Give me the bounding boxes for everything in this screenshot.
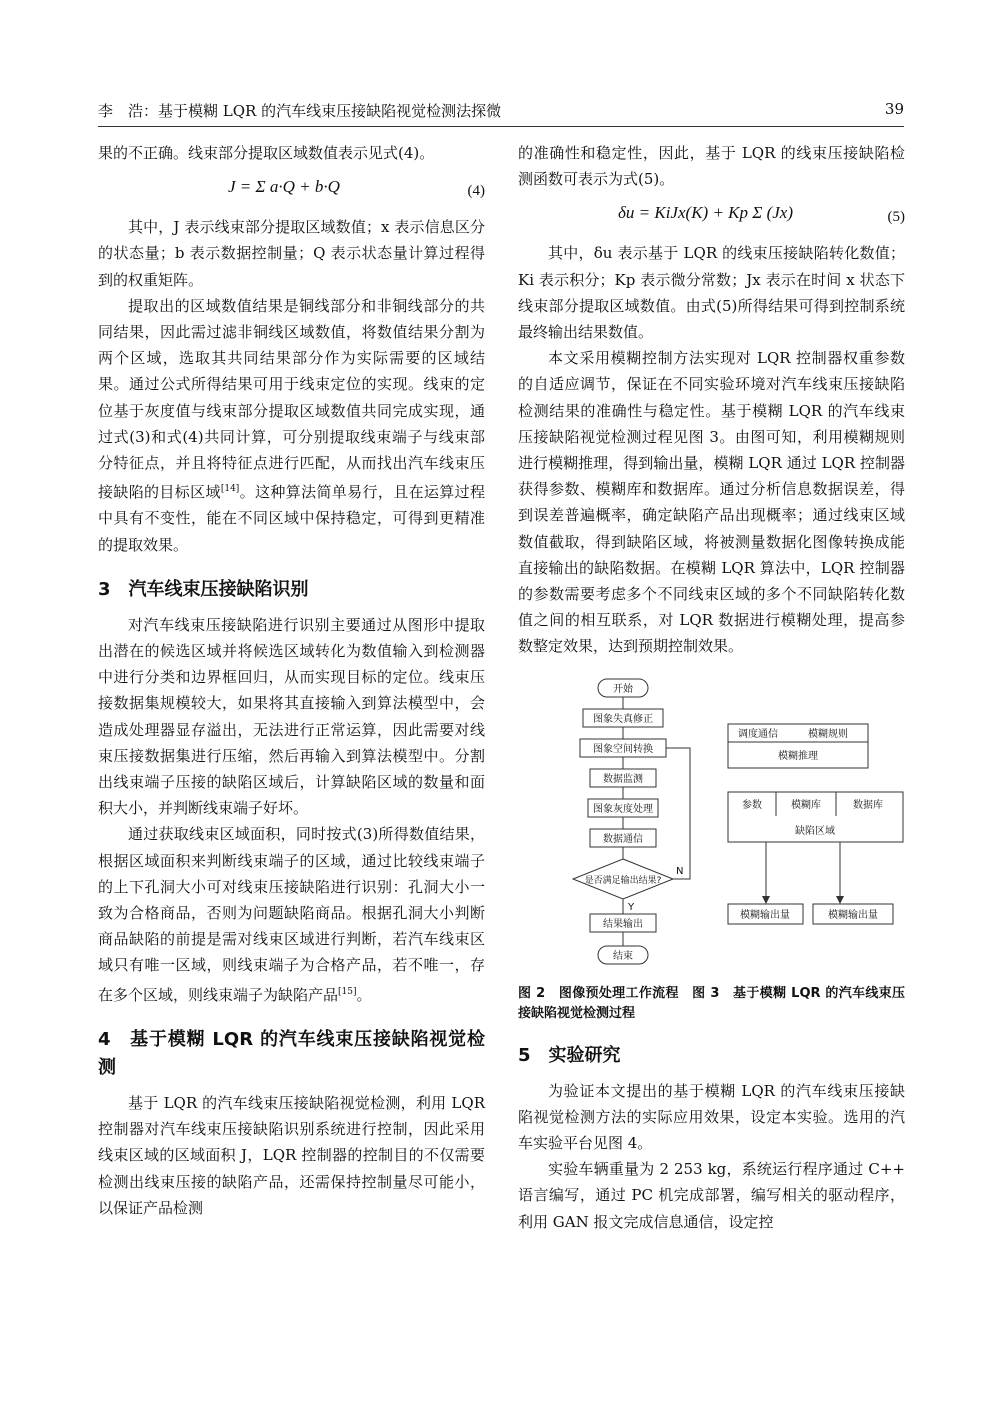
section-heading-4: 4 基于模糊 LQR 的汽车线束压接缺陷视觉检测 [98, 1028, 485, 1078]
paragraph-text: 提取出的区域数值结果是铜线部分和非铜线部分的共同结果，因此需过滤非铜线区域数值，将数值结果分割为两个区域，选取其共同结果部分作为实际需要的区域结果。通过公式所得结果可用于线束定位的实现。线束的定位基于灰度值与线束部分提取区域数值共同完成实现，通过式(3)和式(4)共同计算，可分别提取线束端子与线束部分特征点，并且将特征点进行匹配，从而找出汽车线束压接缺陷的目标区域 [98, 296, 485, 502]
paragraph: 本文采用模糊控制方法实现对 LQR 控制器权重参数的自适应调节，保证在不同实验环境对汽车线束压接缺陷检测结果的准确性与稳定性。基于模糊 LQR 的汽车线束压接缺陷视觉检测过程见图 3。由图可知，利用模糊规则进行模糊推理，得到输出量，模糊 LQR 通过 LQR 控制器获得参数、模糊库和数据库。通过分析信息数据误差，得到误差普遍概率，确定缺陷产品出现概率；通过线束区域数值截取，得到缺陷区域，将被测量数据化图像转换成能直接输出的缺陷数据。在模糊 LQR 算法中，LQR 控制器的参数需要考虑多个不同线束区域的多个不同缺陷转化数值之间的相互联系，对 LQR 数据进行模糊处理，提高参数整定效果，达到预期控制效果。 [518, 349, 905, 656]
page-number: 39 [884, 100, 904, 118]
paragraph-text: 。这种算法简单易行，且在运算过程中具有不变性，能在不同区域中保持稳定，可得到更精准的提取效果。 [98, 483, 485, 554]
fig2-end-label: 结束 [613, 950, 633, 962]
flowchart-figure [518, 674, 905, 984]
equation-5 [518, 192, 905, 240]
equation-body: δu = KiJx(K) + Kp Σ (Jx) [618, 203, 794, 223]
fig2-no-label: N [676, 865, 684, 877]
running-header [98, 100, 904, 122]
fig3-label: 模糊库 [791, 799, 821, 811]
header-rule [98, 126, 904, 127]
fig2-step-label: 结果输出 [603, 918, 643, 930]
fig3-label: 调度通信 [738, 728, 778, 740]
fig3-label: 模糊推理 [778, 750, 818, 762]
paragraph: 果的不正确。线束部分提取区域数值表示见式(4)。 [98, 144, 435, 162]
paragraph-text: 通过获取线束区域面积，同时按式(3)所得数值结果，根据区域面积来判断线束端子的区域，通过比较线束端子的上下孔洞大小可对线束压接缺陷进行识别：孔洞大小一致为合格商品，否则为问题缺陷商品。根据孔洞大小判断商品缺陷的前提是需对线束区域进行判断，若汽车线束区域只有唯一区域，则线束端子为合格产品，若不唯一，存在多个区域，则线束端子为缺陷产品 [98, 825, 485, 1004]
left-column [98, 140, 485, 1221]
fig2-step-label: 图象灰度处理 [593, 803, 653, 815]
fig2-step-label: 图象空间转换 [593, 743, 653, 755]
paragraph: 实验车辆重量为 2 253 kg，系统运行程序通过 C++ 语言编写，通过 PC 机完成部署，编写相关的驱动程序，利用 GAN 报文完成信息通信，设定控 [518, 1160, 905, 1231]
right-column [518, 140, 905, 1235]
fig2-step-label: 数据通信 [603, 833, 643, 845]
equation-number: (5) [887, 209, 905, 226]
fig3-label: 模糊输出量 [828, 909, 878, 921]
fig3-label: 数据库 [853, 799, 883, 811]
running-title: 李 浩：基于模糊 LQR 的汽车线束压接缺陷视觉检测法探微 [98, 102, 502, 120]
section-heading-5: 5 实验研究 [518, 1044, 621, 1066]
fig3-label: 模糊规则 [808, 728, 848, 740]
paragraph: 对汽车线束压接缺陷进行识别主要通过从图形中提取出潜在的候选区域并将候选区域转化为数值输入到检测器中进行分类和边界框回归，从而实现目标的定位。线束压接数据集规模较大，如果将其直接输入到算法模型中，会造成处理器显存溢出，无法进行正常运算，因此需要对线束压接数据集进行压缩，然后再输入到算法模型中。分割出线束端子压接的缺陷区域后，计算缺陷区域的数量和面积大小，并判断线束端子好坏。 [98, 615, 485, 818]
fig2-decision-label: 是否满足输出结果? [584, 875, 662, 886]
citation: [14] [220, 484, 240, 495]
equation-body: J = Σ a·Q + b·Q [228, 177, 340, 197]
equation-number: (4) [467, 183, 485, 200]
citation: [15] [338, 986, 357, 997]
paragraph: 的准确性和稳定性，因此，基于 LQR 的线束压接缺陷检测函数可表示为式(5)。 [518, 144, 905, 189]
fig2-step-label: 图象失真修正 [593, 713, 653, 725]
paragraph: 其中，δu 表示基于 LQR 的线束压接缺陷转化数值；Ki 表示积分；Kp 表示微分常数；Jx 表示在时间 x 状态下线束部分提取区域数值。由式(5)所得结果可得到控制系统最终输出结果数值。 [518, 244, 905, 342]
figure-caption: 图 2 图像预处理工作流程 图 3 基于模糊 LQR 的汽车线束压接缺陷视觉检测过程 [518, 985, 905, 1021]
section-heading-3: 3 汽车线束压接缺陷识别 [98, 578, 309, 600]
fig2-step-label: 数据监测 [603, 773, 643, 785]
paragraph [98, 821, 485, 1007]
equation-4 [98, 166, 485, 214]
fig3-label: 参数 [742, 799, 762, 811]
fig3-label: 缺陷区域 [795, 825, 835, 837]
paragraph [98, 293, 485, 558]
fig3-label: 模糊输出量 [740, 909, 790, 921]
paragraph-text: 。 [356, 985, 372, 1004]
paragraph: 基于 LQR 的汽车线束压接缺陷视觉检测，利用 LQR 控制器对汽车线束压接缺陷识别系统进行控制，因此采用线束区域的区域面积 J，LQR 控制器的控制目的不仅需要检测出线束压接的缺陷产品，还需保持控制量尽可能小，以保证产品检测 [98, 1093, 485, 1217]
fig2-yes-label: Y [628, 901, 635, 913]
figures-2-3 [518, 674, 905, 984]
fig2-start-label: 开始 [613, 683, 633, 695]
paragraph: 其中，J 表示线束部分提取区域数值；x 表示信息区分的状态量；b 表示数据控制量；Q 表示状态量计算过程得到的权重矩阵。 [98, 218, 485, 289]
paragraph: 为验证本文提出的基于模糊 LQR 的汽车线束压接缺陷视觉检测方法的实际应用效果，设定本实验。选用的汽车实验平台见图 4。 [518, 1081, 905, 1153]
